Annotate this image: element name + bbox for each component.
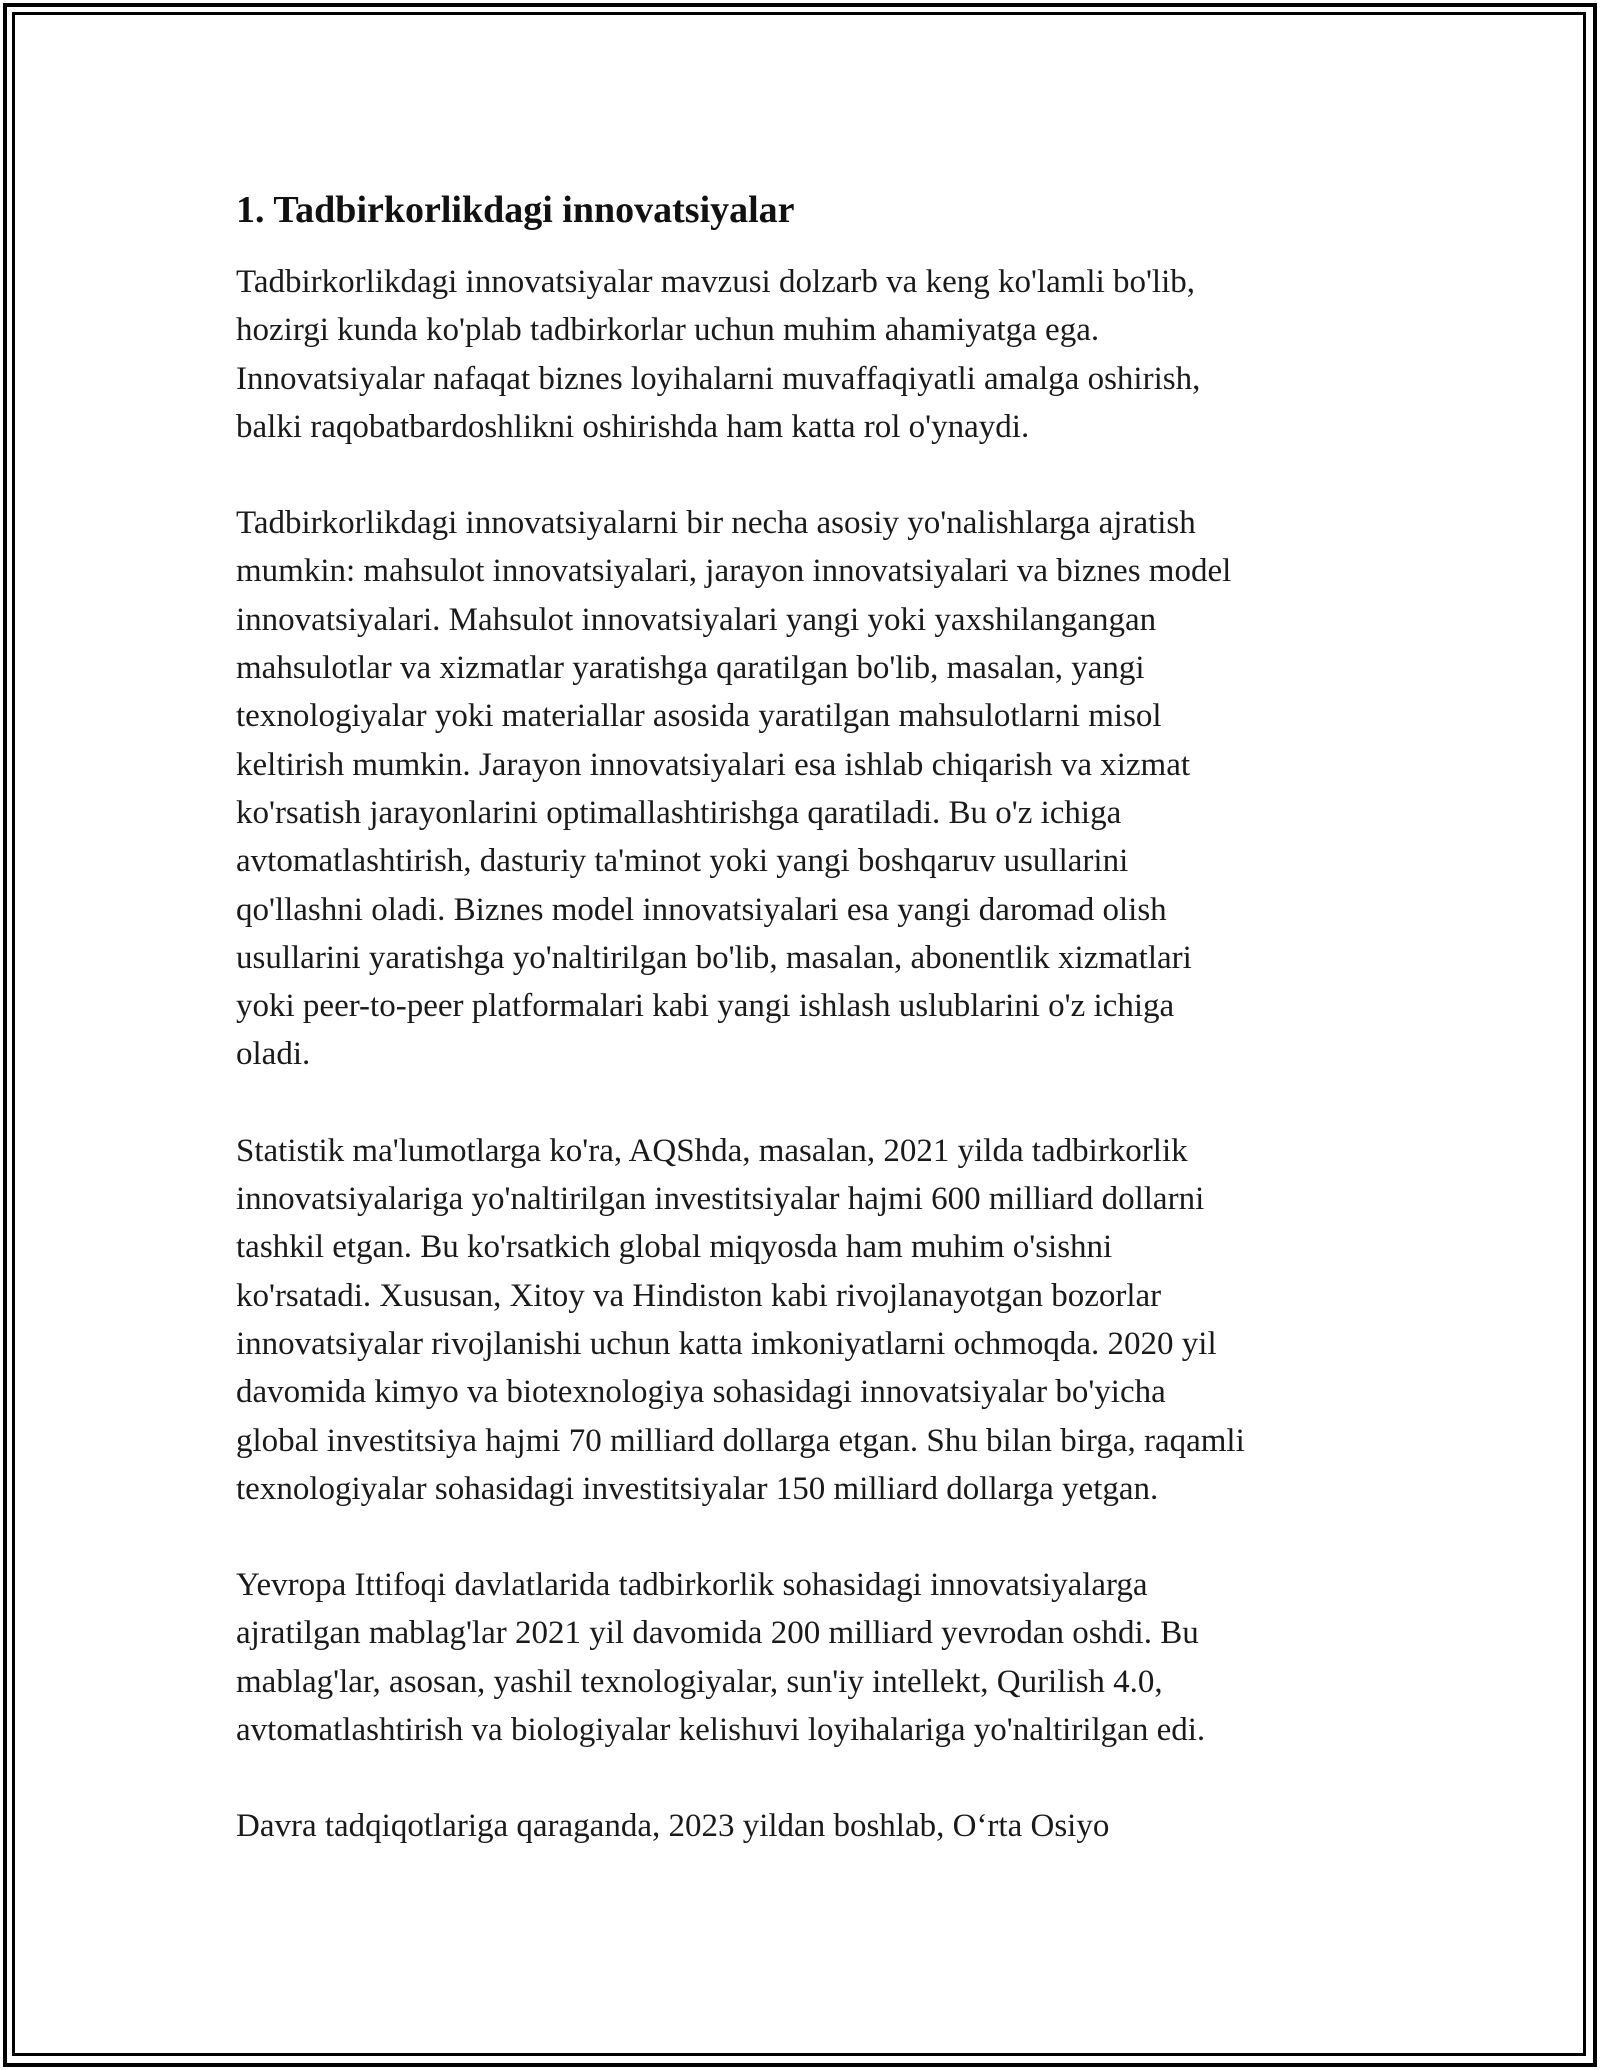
paragraph-european-union: Yevropa Ittifoqi davlatlarida tadbirkorlik sohasidagi innovatsiyalarga ajratilgan mablag'lar 2021 yil davomida 200 milliard yevrodan oshdi. Bu mablag'lar, asosan, yashil texnologiyalar, sun'iy intellekt, Qurilish 4.0, avtomatlashtirish va biologiyalar kelishuvi loyihalariga yo'naltirilgan edi. [236,1567,1206,1749]
section-heading: 1. Tadbirkorlikdagi innovatsiyalar [236,189,795,231]
paragraph-innovation-types: Tadbirkorlikdagi innovatsiyalarni bir necha asosiy yo'nalishlarga ajratish mumkin: mahsulot innovatsiyalari, jarayon innovatsiyalari va biznes model innovatsiyalari. Mahsulot innovatsiyalari yangi yoki yaxshilangangan mahsulotlar va xizmatlar yaratishga qaratilgan bo'lib, masalan, yangi texnologiyalar yoki materiallar asosida yaratilgan mahsulotlarni misol keltirish mumkin. Jarayon innovatsiyalari esa ishlab chiqarish va xizmat ko'rsatish jarayonlarini optimallashtirishga qaratiladi. Bu o'z ichiga avtomatlashtirish, dasturiy ta'minot yoki yangi boshqaruv usullarini qo'llashni oladi. Biznes model innovatsiyalari esa yangi daromad olish usullarini yaratishga yo'naltirilgan bo'lib, masalan, abonentlik xizmatlari yoki peer-to-peer platformalari kabi yangi ishlash uslublarini o'z ichiga oladi. [236,505,1232,1073]
paragraph-central-asia: Davra tadqiqotlariga qaraganda, 2023 yildan boshlab, O‘rta Osiyo [236,1808,1110,1845]
paragraph-intro: Tadbirkorlikdagi innovatsiyalar mavzusi dolzarb va keng ko'lamli bo'lib, hozirgi kunda ko'plab tadbirkorlar uchun muhim ahamiyatga ega. Innovatsiyalar nafaqat biznes loyihalarni muvaffaqiyatli amalga oshirish, balki raqobatbardoshlikni oshirishda ham katta rol o'ynaydi. [236,264,1201,445]
document-body [236,186,1376,1899]
paragraph-statistics: Statistik ma'lumotlarga ko'ra, AQShda, masalan, 2021 yilda tadbirkorlik innovatsiyalariga yo'naltirilgan investitsiyalar hajmi 600 milliard dollarni tashkil etgan. Bu ko'rsatkich global miqyosda ham muhim o'sishni ko'rsatadi. Xususan, Xitoy va Hindiston kabi rivojlanayotgan bozorlar innovatsiyalar rivojlanishi uchun katta imkoniyatlarni ochmoqda. 2020 yil davomida kimyo va biotexnologiya sohasidagi innovatsiyalar bo'yicha global investitsiya hajmi 70 milliard dollarga etgan. Shu bilan birga, raqamli texnologiyalar sohasidagi investitsiyalar 150 milliard dollarga yetgan. [236,1132,1245,1507]
